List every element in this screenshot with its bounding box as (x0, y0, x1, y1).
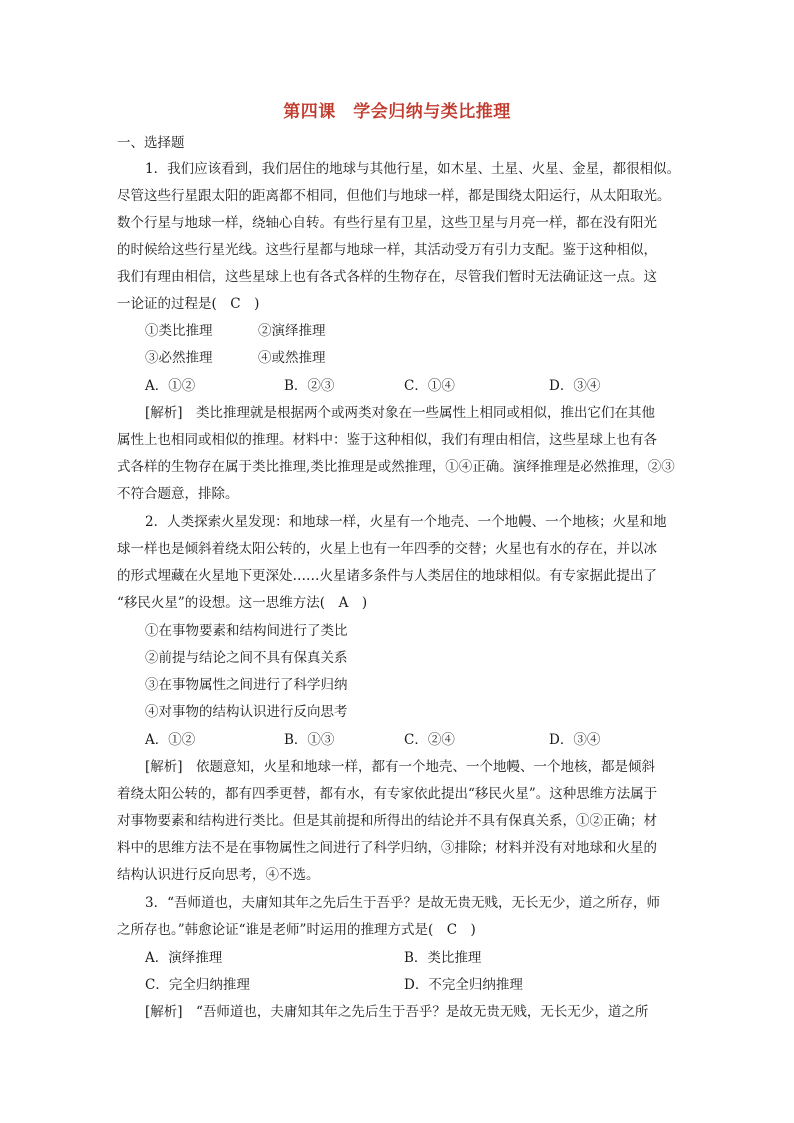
q2-analysis-line-3: 对事物要素和结构进行类比。但是其前提和所得出的结论并不具有保真关系，①②正确；材 (117, 813, 657, 829)
q3-option-d: D．不完全归纳推理 (404, 977, 523, 993)
q3-analysis-line-1: [解析] “吾师道也，夫庸知其年之先后生于吾乎？是故无贵无贱，无长无少，道之所 (145, 1004, 649, 1020)
q1-analysis-line-1: [解析] 类比推理就是根据两个或两类对象在一些属性上相同或相似，推出它们在其他 (145, 405, 656, 421)
q2-option-a: A．①② (145, 732, 196, 748)
q2-item-2: ②前提与结论之间不具有保真关系 (145, 650, 348, 666)
q2-stem-line-3: 的形式埋藏在火星地下更深处……火星诸多条件与人类居住的地球相似。有专家据此提出了 (117, 568, 657, 584)
q3-option-a: A．演绎推理 (145, 950, 223, 966)
q1-stem-line-6: 一论证的过程是( C ) (117, 296, 260, 312)
q3-stem-line-2: 之所存也。”韩愈论证“谁是老师”时运用的推理方式是( C ) (117, 922, 476, 938)
q1-item-1: ①类比推理 (145, 323, 213, 339)
q1-item-3: ③必然推理 (145, 350, 213, 366)
q2-analysis-line-2: 着绕太阳公转的，都有四季更替，都有水，有专家依此提出“移民火星”。这种思维方法属于 (117, 786, 658, 802)
q1-stem-line-4: 的时候给这些行星光线。这些行星都与地球一样，其活动受万有引力支配。鉴于这种相似， (117, 242, 657, 258)
q1-analysis-line-2: 属性上也相同或相似的推理。材料中：鉴于这种相似，我们有理由相信，这些星球上也有各 (117, 432, 657, 448)
q2-analysis-line-4: 料中的思维方法不是在事物属性之间进行了科学归纳，③排除；材料并没有对地球和火星的 (117, 840, 657, 856)
q3-option-c: C．完全归纳推理 (145, 977, 250, 993)
q1-analysis-line-3: 式各样的生物存在属于类比推理,类比推理是或然推理，①④正确。演绎推理是必然推理，②③ (117, 459, 675, 475)
q3-option-b: B．类比推理 (404, 950, 482, 966)
q2-stem-line-1: 2．人类探索火星发现：和地球一样，火星有一个地壳、一个地幔、一个地核；火星和地 (145, 514, 667, 530)
q1-stem-line-1: 1．我们应该看到，我们居住的地球与其他行星，如木星、土星、火星、金星，都很相似。 (145, 161, 681, 177)
q2-item-1: ①在事物要素和结构间进行了类比 (145, 623, 348, 639)
page-title: 第四课 学会归纳与类比推理 (283, 102, 511, 122)
q2-stem-line-4: “移民火星”的设想。这一思维方法( A ) (117, 595, 368, 611)
q1-stem-line-2: 尽管这些行星跟太阳的距离都不相同，但他们与地球一样，都是围绕太阳运行，从太阳取光。 (117, 188, 671, 204)
q1-option-a: A．①② (145, 378, 196, 394)
q2-analysis-line-1: [解析] 依题意知，火星和地球一样，都有一个地壳、一个地幔、一个地核，都是倾斜 (145, 759, 656, 775)
q1-option-c: C．①④ (404, 378, 455, 394)
q2-option-b: B．①③ (284, 732, 335, 748)
q2-option-c: C．②④ (404, 732, 455, 748)
q3-stem-line-1: 3．“吾师道也，夫庸知其年之先后生于吾乎？是故无贵无贱，无长无少，道之所存，师 (145, 895, 660, 911)
q1-option-d: D．③④ (549, 378, 601, 394)
q1-stem-line-5: 我们有理由相信，这些星球上也有各式各样的生物存在，尽管我们暂时无法确证这一点。这 (117, 269, 657, 285)
q1-item-2: ②演绎推理 (258, 323, 326, 339)
q1-analysis-line-4: 不符合题意，排除。 (117, 486, 239, 502)
section-heading: 一、选择题 (117, 135, 185, 151)
q2-analysis-line-5: 结构认识进行反向思考，④不选。 (117, 867, 320, 883)
q2-option-d: D．③④ (549, 732, 601, 748)
q1-item-4: ④或然推理 (258, 350, 326, 366)
q2-stem-line-2: 球一样也是倾斜着绕太阳公转的，火星上也有一年四季的交替；火星也有水的存在，并以冰 (117, 541, 657, 557)
q2-item-3: ③在事物属性之间进行了科学归纳 (145, 677, 348, 693)
q1-stem-line-3: 数个行星与地球一样，绕轴心自转。有些行星有卫星，这些卫星与月亮一样，都在没有阳光 (117, 215, 657, 231)
q1-option-b: B．②③ (284, 378, 335, 394)
q2-item-4: ④对事物的结构认识进行反向思考 (145, 704, 348, 720)
